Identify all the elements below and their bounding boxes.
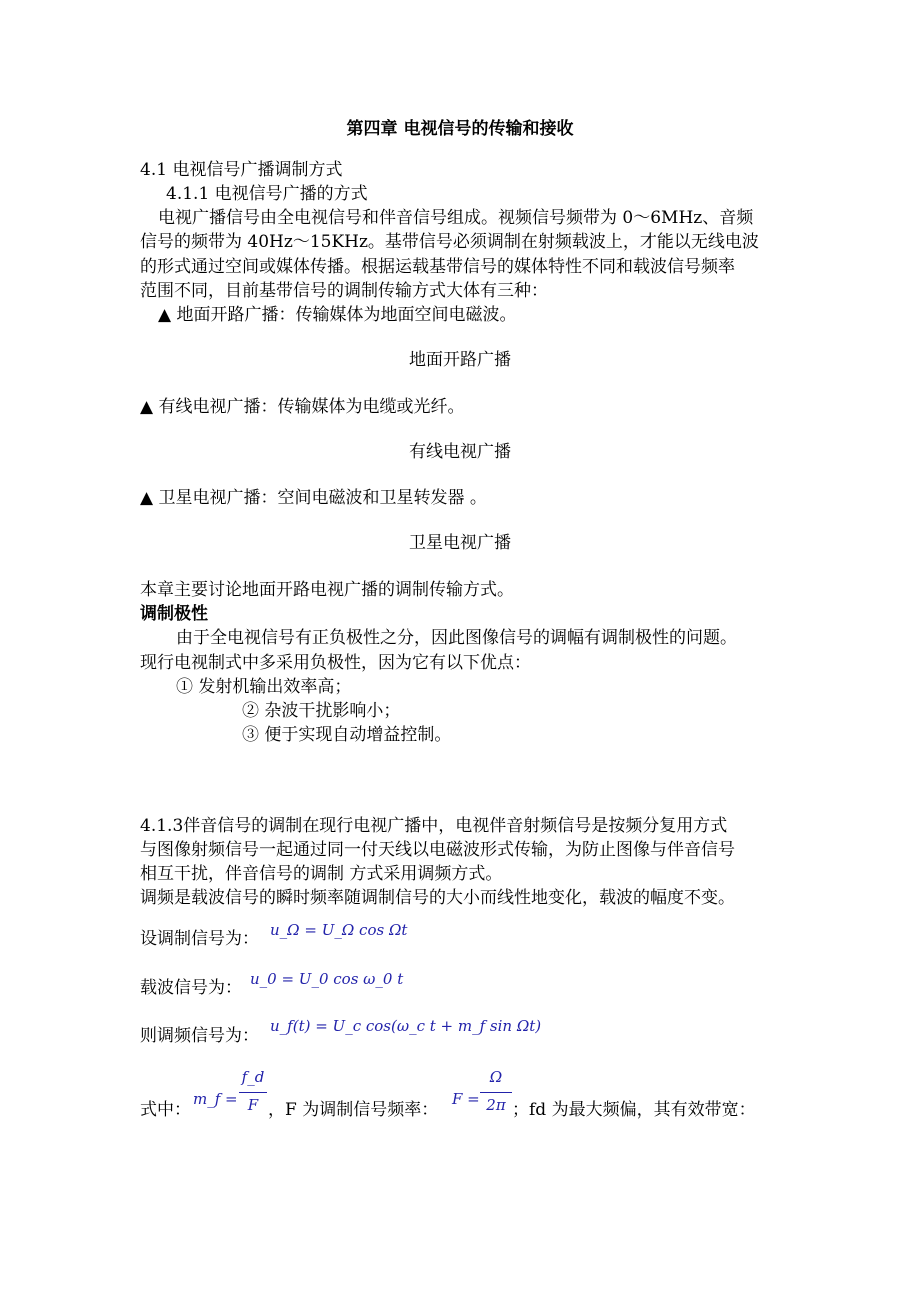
- carrier-signal-label: 载波信号为：: [140, 978, 242, 998]
- paragraph-line: 调频是载波信号的瞬时频率随调制信号的大小而线性地变化，载波的幅度不变。: [140, 888, 735, 908]
- F-numerator: Ω: [489, 1068, 503, 1086]
- bullet-satellite: ▲ 卫星电视广播：空间电磁波和卫星转发器 。: [140, 488, 487, 508]
- paragraph-line: 相互干扰，伴音信号的调制 方式采用调频方式。: [140, 864, 503, 884]
- carrier-signal-formula: u_0 = U_0 cos ω_0 t: [250, 970, 404, 988]
- fraction-bar: [480, 1092, 512, 1093]
- formula-note-mid: ，F 为调制信号频率：: [268, 1100, 439, 1120]
- advantage-item: ① 发射机输出效率高；: [176, 677, 352, 697]
- caption-cable: 有线电视广播: [409, 442, 511, 462]
- bullet-terrestrial: ▲ 地面开路广播：传输媒体为地面空间电磁波。: [158, 305, 517, 325]
- fm-signal-label: 则调频信号为：: [140, 1026, 259, 1046]
- paragraph-line: 现行电视制式中多采用负极性，因为它有以下优点：: [140, 653, 531, 673]
- paragraph-line: 的形式通过空间或媒体传播。根据运载基带信号的媒体特性不同和载波信号频率: [140, 257, 735, 277]
- formula-note-suffix: ；fd 为最大频偏，其有效带宽：: [512, 1100, 756, 1120]
- modulating-signal-label: 设调制信号为：: [140, 929, 259, 949]
- paragraph-line: 与图像射频信号一起通过同一付天线以电磁波形式传输，为防止图像与伴音信号: [140, 840, 735, 860]
- formula-note-prefix: 式中：: [140, 1100, 191, 1120]
- mf-lhs: m_f =: [193, 1090, 238, 1108]
- paragraph-line: 4.1.3伴音信号的调制在现行电视广播中，电视伴音射频信号是按频分复用方式: [140, 816, 728, 836]
- chapter-title: 第四章 电视信号的传输和接收: [346, 119, 574, 139]
- heading-polarity: 调制极性: [140, 604, 208, 624]
- section-4-1-1-heading: 4.1.1 电视信号广播的方式: [166, 184, 368, 204]
- mf-numerator: f_d: [241, 1068, 265, 1086]
- advantage-item: ② 杂波干扰影响小；: [242, 701, 401, 721]
- modulating-signal-formula: u_Ω = U_Ω cos Ωt: [270, 921, 408, 939]
- bullet-cable: ▲ 有线电视广播：传输媒体为电缆或光纤。: [140, 397, 465, 417]
- fraction-bar: [239, 1092, 267, 1093]
- chapter-note: 本章主要讨论地面开路电视广播的调制传输方式。: [140, 580, 514, 600]
- mf-denominator: F: [247, 1096, 259, 1114]
- caption-satellite: 卫星电视广播: [409, 533, 511, 553]
- fm-signal-formula: u_f(t) = U_c cos(ω_c t + m_f sin Ωt): [270, 1017, 542, 1035]
- paragraph-line: 信号的频带为 40Hz～15KHz。基带信号必须调制在射频载波上，才能以无线电波: [140, 232, 759, 252]
- caption-terrestrial: 地面开路广播: [409, 350, 511, 370]
- F-lhs: F =: [452, 1090, 480, 1108]
- paragraph-line: 电视广播信号由全电视信号和伴音信号组成。视频信号频带为 0～6MHz、音频: [158, 208, 754, 228]
- F-denominator: 2π: [486, 1096, 506, 1114]
- section-4-1-heading: 4.1 电视信号广播调制方式: [140, 160, 343, 180]
- paragraph-line: 范围不同，目前基带信号的调制传输方式大体有三种：: [140, 281, 548, 301]
- paragraph-line: 由于全电视信号有正负极性之分，因此图像信号的调幅有调制极性的问题。: [176, 628, 737, 648]
- advantage-item: ③ 便于实现自动增益控制。: [242, 725, 452, 745]
